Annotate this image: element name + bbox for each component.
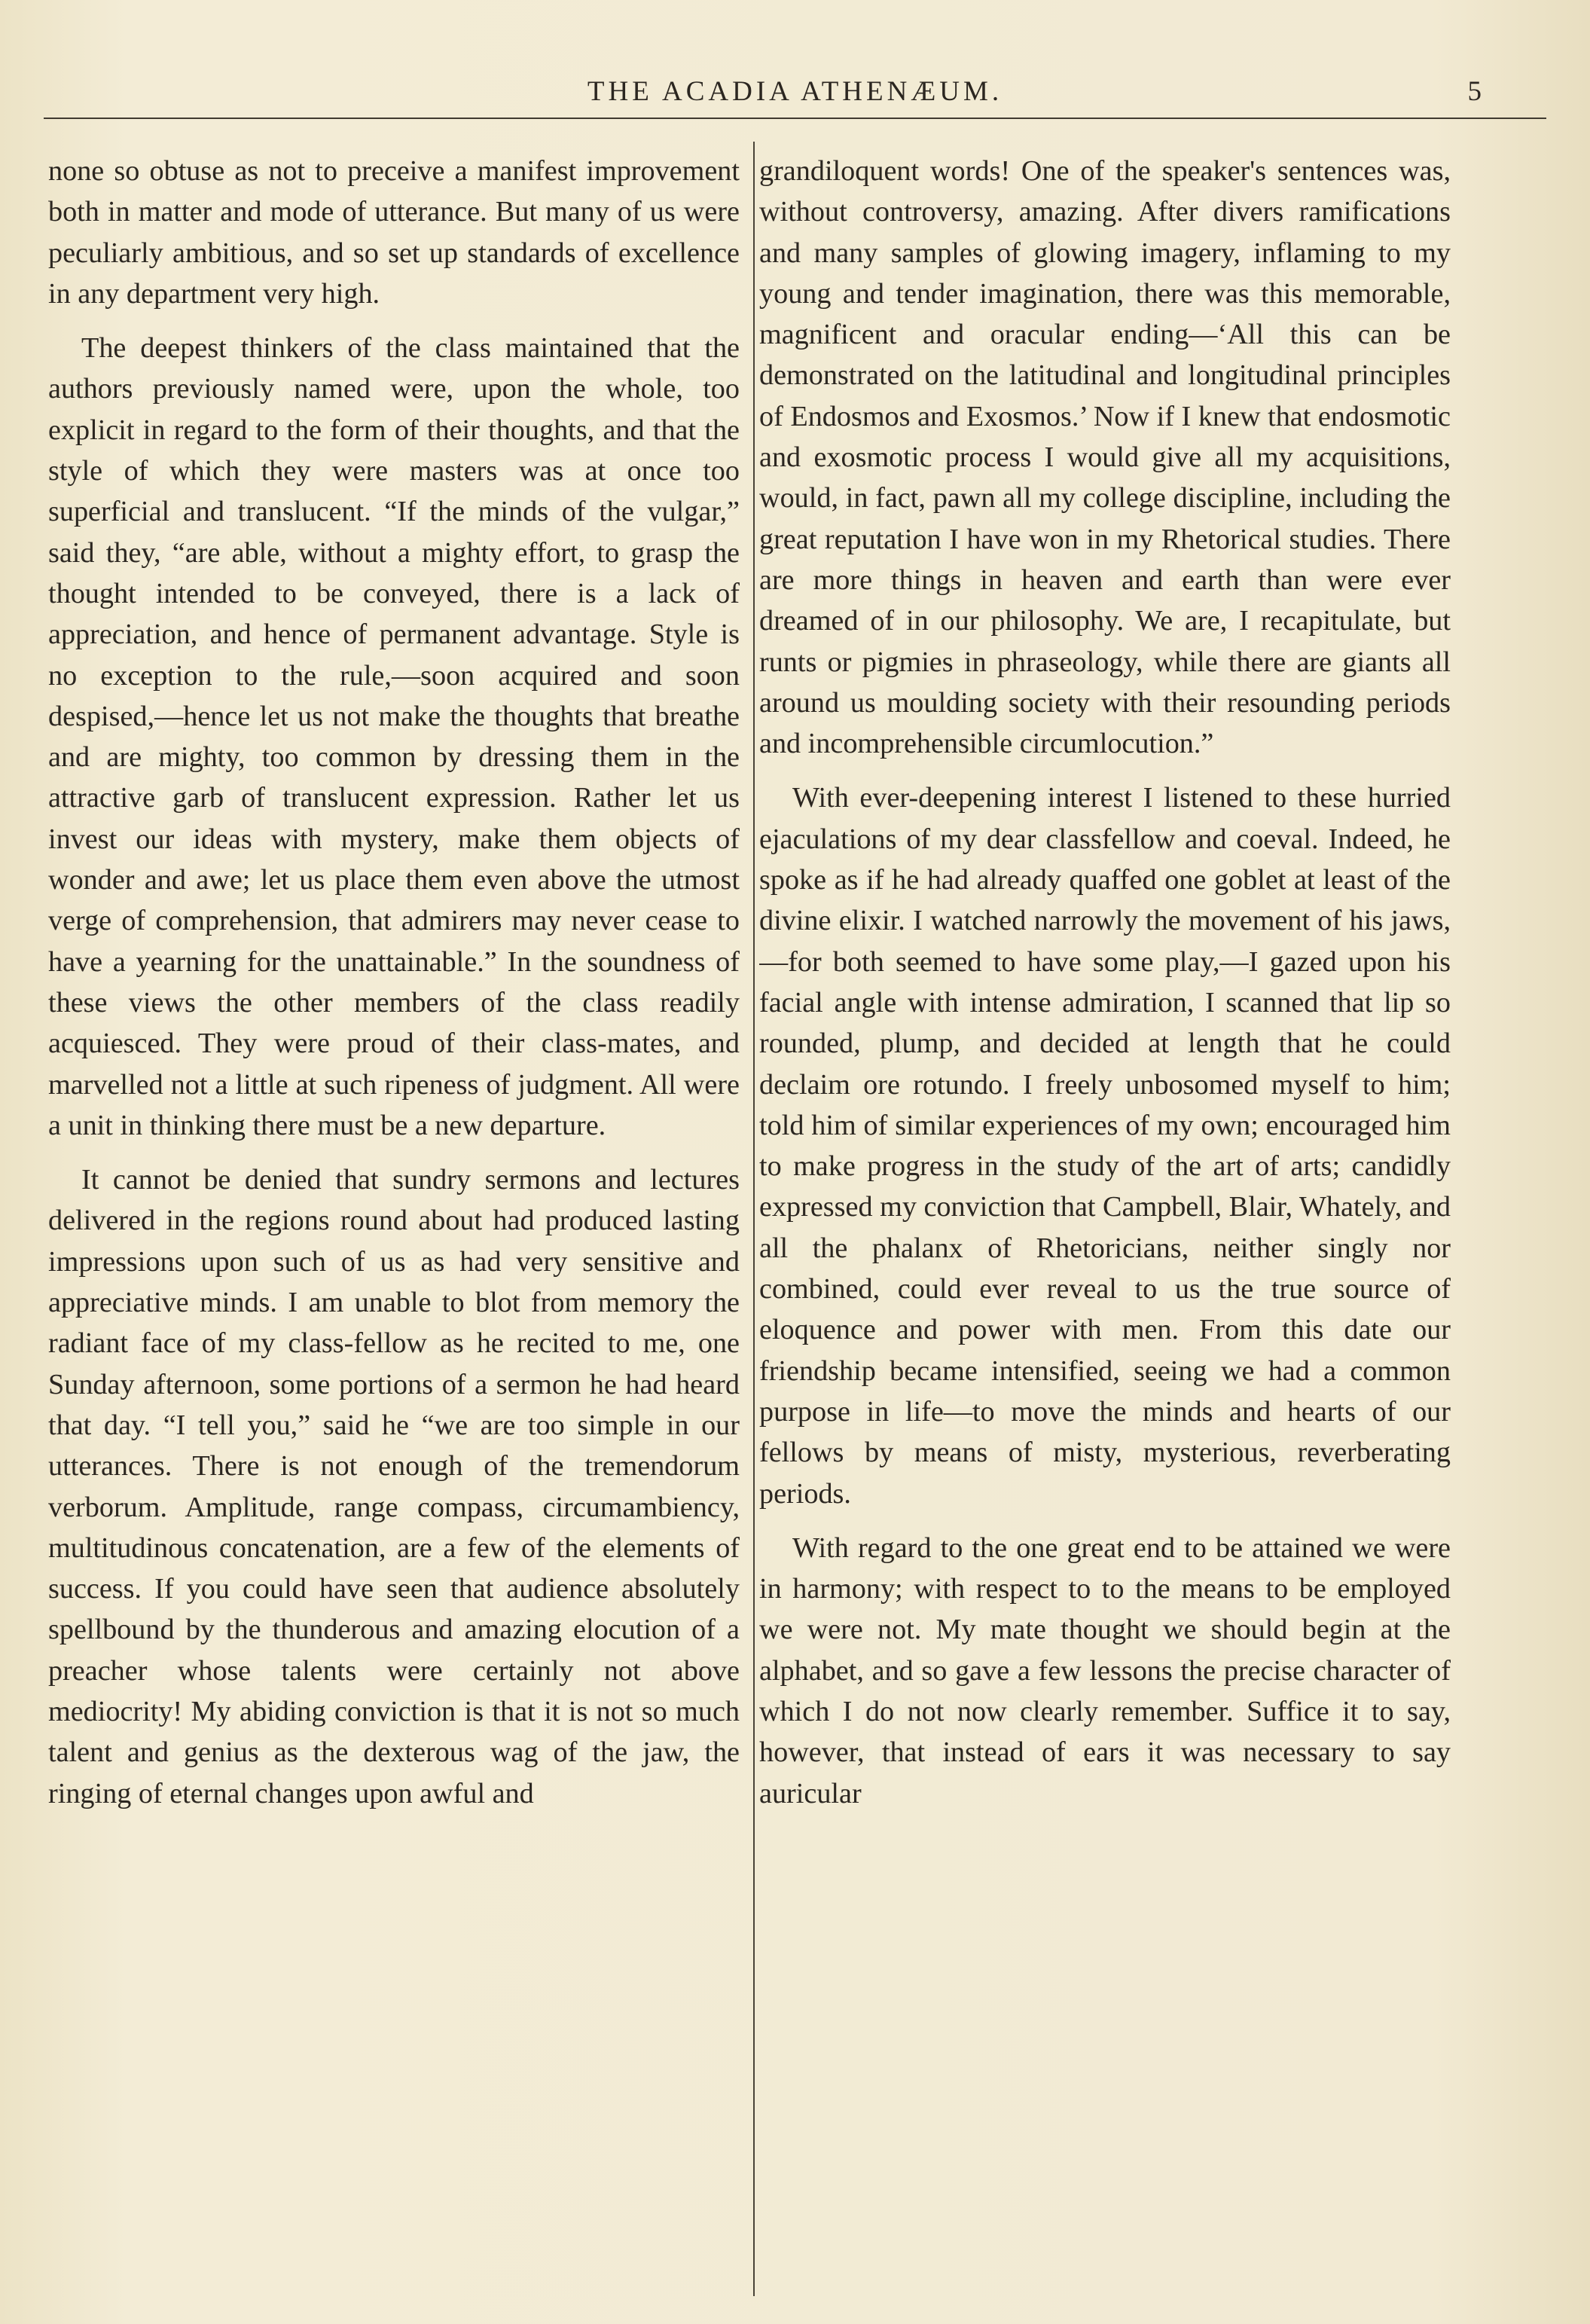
publication-title: THE ACADIA ATHENÆUM. xyxy=(587,76,1003,107)
paragraph: With ever-deepening interest I listened to these hurried ejaculations of my dear classfellow and coeval. Indeed, he spoke as if he had already quaffed one goblet at least of the divine elixir. I watched narrowly the movement of his jaws,—for both seemed to have some play,—I gazed upon his facial angle with intense admiration, I scanned that lip so rounded, plump, and decided at length that he could declaim ore rotundo. I freely unbosomed myself to him; told him of similar experiences of my own; encouraged him to make progress in the study of the art of arts; candidly expressed my conviction that Campbell, Blair, Whately, and all the phalanx of Rhetoricians, neither singly nor combined, could ever reveal to us the true source of eloquence and power with men. From this date our friendship became intensified, seeing we had a common purpose in life—to move the minds and hearts of our fellows by means of misty, mysterious, reverberating periods. xyxy=(759,782,1451,1510)
paragraph: With regard to the one great end to be attained we were in harmony; with respect to to the means to be employed we were not. My mate thought we should begin at the alphabet, and so gave a few lessons the precise character of which I do not now clearly remember. Suffice it to say, however, that instead of ears it was necessary to say auricular xyxy=(759,1532,1451,1809)
header-rule xyxy=(44,118,1546,119)
column-divider xyxy=(753,142,755,2296)
page-number: 5 xyxy=(1467,76,1482,107)
right-column xyxy=(759,151,1451,2313)
page-header xyxy=(36,69,1554,122)
paragraph: grandiloquent words! One of the speaker's sentences was, without controversy, amazing. After divers ramifications and many samples of glowing imagery, inflaming to my young and tender imagination, there was this memorable, magnificent and oracular ending—‘All this can be demonstrated on the latitudinal and longitudinal principles of Endosmos and Exosmos.’ Now if I knew that endosmotic and exosmotic process I would give all my acquisitions, would, in fact, pawn all my college discipline, including the great reputation I have won in my Rhetorical studies. There are more things in heaven and earth than were ever dreamed of in our philosophy. We are, I recapitulate, but runts or pigmies in phraseology, while there are giants all around us moulding society with their resounding periods and incomprehensible circumlocution.” xyxy=(759,155,1451,760)
paragraph: The deepest thinkers of the class maintained that the authors previously named were, upon the whole, too explicit in regard to the form of their thoughts, and that the style of which they were masters was at once too superficial and translucent. “If the minds of the vulgar,” said they, “are able, without a mighty effort, to grasp the thought intended to be conveyed, there is a lack of appreciation, and hence of permanent advantage. Style is no exception to the rule,—soon acquired and soon despised,—hence let us not make the thoughts that breathe and are mighty, too common by dressing them in the attractive garb of translucent expression. Rather let us invest our ideas with mystery, make them objects of wonder and awe; let us place them even above the utmost verge of comprehension, that admirers may never cease to have a yearning for the unattainable.” In the soundness of these views the other members of the class readily acquiesced. They were proud of their class-mates, and marvelled not a little at such ripeness of judgment. All were a unit in thinking there must be a new departure. xyxy=(48,332,740,1141)
paragraph: none so obtuse as not to preceive a manifest improvement both in matter and mode of utterance. But many of us were peculiarly ambitious, and so set up standards of excellence in any department very high. xyxy=(48,155,740,310)
paragraph: It cannot be denied that sundry sermons and lectures delivered in the regions round about had produced lasting impressions upon such of us as had very sensitive and appreciative minds. I am unable to blot from memory the radiant face of my class-fellow as he recited to me, one Sunday afternoon, some portions of a sermon he had heard that day. “I tell you,” said he “we are too simple in our utterances. There is not enough of the tremendorum verborum. Amplitude, range compass, circumambiency, multitudinous concatenation, are a few of the elements of success. If you could have seen that audience absolutely spellbound by the thunderous and amazing elocution of a preacher whose talents were certainly not above mediocrity! My abiding conviction is that it is not so much talent and genius as the dexterous wag of the jaw, the ringing of eternal changes upon awful and xyxy=(48,1164,740,1809)
left-column xyxy=(48,151,740,2313)
